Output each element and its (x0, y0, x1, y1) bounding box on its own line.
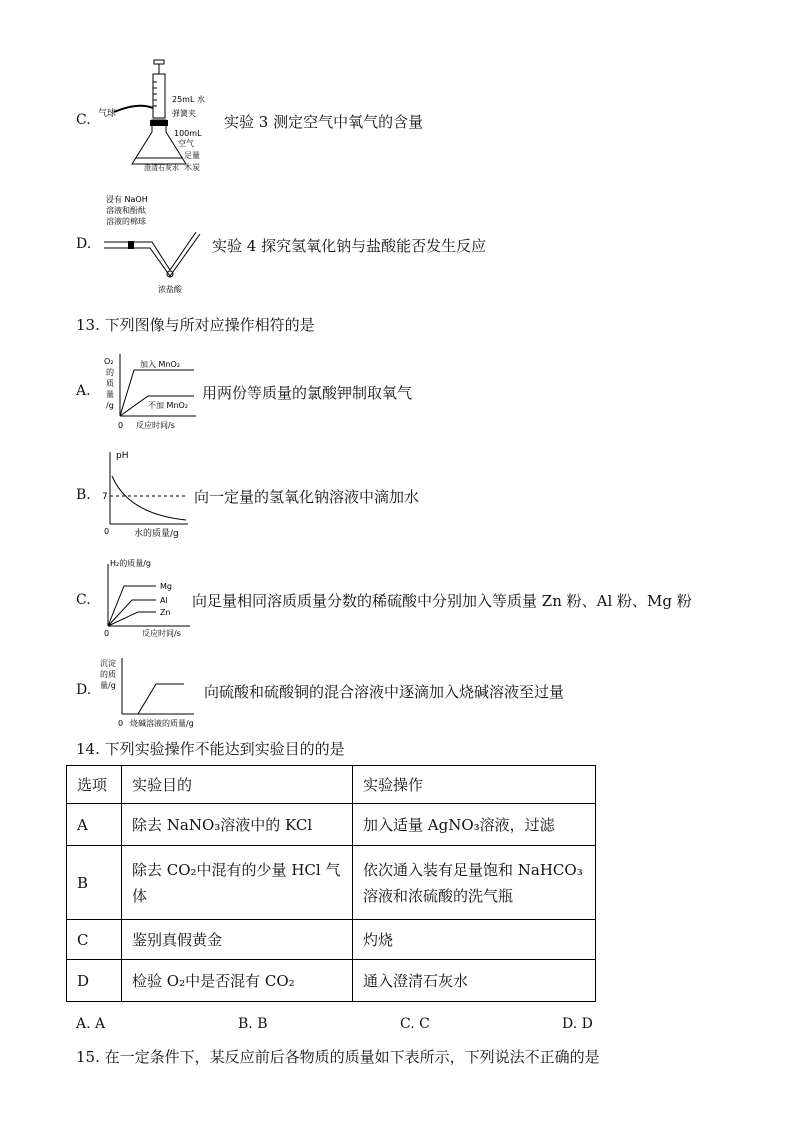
q14-option-a: A. A (76, 1016, 106, 1032)
xlabel: 烧碱溶液的质量/g (130, 719, 194, 728)
q13-a-graph (98, 348, 200, 432)
origin-label: 0 (118, 719, 124, 728)
cell-operation: 依次通入装有足量饱和 NaHCO₃溶液和浓硫酸的洗气瓶 (353, 846, 596, 920)
table-row (67, 846, 596, 920)
ylabel-line: 沉淀 (100, 659, 116, 668)
table-row (67, 920, 596, 960)
cell-option: B (67, 846, 122, 920)
series-line-precipitate (138, 684, 184, 714)
q13-c-description: 向足量相同溶质质量分数的稀硫酸中分别加入等质量 Zn 粉、Al 粉、Mg 粉 (192, 592, 692, 610)
q12-c-apparatus-figure (98, 58, 220, 182)
ylabel: pH (116, 451, 129, 461)
cell-operation: 通入澄清石灰水 (353, 960, 596, 1002)
q14-option-d: D. D (562, 1016, 593, 1032)
q14-table (66, 765, 596, 1002)
label-balloon: 气球 (98, 109, 117, 119)
origin-label: 0 (104, 629, 110, 638)
table-row (67, 960, 596, 1002)
header-cell: 选项 (67, 766, 122, 804)
q12-d-apparatus-figure (100, 192, 210, 296)
q12-c-description: 实验 3 测定空气中氧气的含量 (224, 113, 424, 131)
origin-label: 0 (118, 421, 124, 430)
ylabel-line: /g (106, 401, 114, 410)
cell-goal: 除去 CO₂中混有的少量 HCl 气体 (122, 846, 353, 920)
q12-c-letter: C. (76, 112, 91, 128)
series-line-zn (108, 612, 156, 626)
cell-operation: 灼烧 (353, 920, 596, 960)
q13-b-graph (98, 446, 194, 538)
ylabel-line: O₂ (104, 357, 114, 366)
label-cotton: 溶液的棉球 (106, 217, 146, 226)
ylabel: H₂的质量/g (110, 559, 151, 568)
header-cell: 实验操作 (353, 766, 596, 804)
cell-option: D (67, 960, 122, 1002)
label-charcoal-amount: 足量 (184, 151, 200, 160)
header-cell: 实验目的 (122, 766, 353, 804)
cell-operation: 加入适量 AgNO₃溶液，过滤 (353, 804, 596, 846)
series-line-ph (112, 476, 186, 520)
q15-title: 15. 在一定条件下，某反应前后各物质的质量如下表所示，下列说法不正确的是 (76, 1048, 600, 1066)
q14-option-c: C. C (400, 1016, 430, 1032)
q14-option-b: B. B (238, 1016, 268, 1032)
table-row (67, 804, 596, 846)
xlabel: 反应时间/s (142, 629, 181, 638)
origin-label: 0 (104, 527, 110, 536)
label-air: 空气 (178, 139, 194, 148)
q13-title: 13. 下列图像与所对应操作相符的是 (76, 316, 315, 334)
table-header-row (67, 766, 596, 804)
series-label-al: Al (160, 596, 168, 605)
q13-b-letter: B. (76, 487, 91, 503)
cell-option: A (67, 804, 122, 846)
v-tube-inner (104, 234, 200, 276)
label-clamp: 弹簧夹 (172, 109, 196, 118)
syringe-plunger-top (154, 60, 164, 64)
cell-goal: 检验 O₂中是否混有 CO₂ (122, 960, 353, 1002)
balloon-tube (114, 106, 153, 112)
ylabel-line: 的质 (100, 670, 116, 679)
q12-d-description: 实验 4 探究氢氧化钠与盐酸能否发生反应 (212, 237, 487, 255)
xlabel: 反应时间/s (136, 421, 175, 430)
q13-c-graph (98, 556, 192, 640)
label-naoh: 浸有 NaOH (106, 195, 148, 204)
xlabel: 水的质量/g (134, 529, 179, 538)
label-phenolphthalein: 溶液和酚酞 (106, 206, 146, 215)
label-conc-hcl: 浓盐酸 (158, 285, 182, 294)
series-label-without-mno2: 不加 MnO₂ (148, 401, 189, 410)
q13-a-letter: A. (76, 383, 91, 399)
series-label-with-mno2: 加入 MnO₂ (140, 360, 181, 369)
q12-d-letter: D. (76, 236, 92, 252)
series-label-zn: Zn (160, 608, 171, 617)
cell-option: C (67, 920, 122, 960)
series-line-mg (108, 586, 156, 626)
cell-goal: 除去 NaNO₃溶液中的 KCl (122, 804, 353, 846)
q13-a-description: 用两份等质量的氯酸钾制取氧气 (202, 384, 413, 402)
q13-d-description: 向硫酸和硫酸铜的混合溶液中逐滴加入烧碱溶液至过量 (204, 683, 565, 701)
cell-goal: 鉴别真假黄金 (122, 920, 353, 960)
ylabel-line: 的 (106, 368, 114, 377)
q14-title: 14. 下列实验操作不能达到实验目的的是 (76, 740, 345, 758)
label-water: 25mL 水 (172, 95, 205, 104)
label-air-volume: 100mL (174, 129, 202, 138)
series-label-mg: Mg (160, 582, 172, 591)
ylabel-line: 量 (106, 390, 114, 399)
ref-line-label: 7 (102, 492, 108, 502)
ylabel-line: 质 (106, 379, 114, 388)
label-limewater: 澄清石灰水 (144, 164, 179, 172)
flask-stopper (150, 120, 168, 126)
q13-d-graph (98, 654, 198, 730)
q13-d-letter: D. (76, 682, 92, 698)
syringe-barrel (153, 74, 165, 118)
label-charcoal: 木炭 (184, 163, 200, 172)
cotton-ball (128, 241, 134, 249)
v-tube-outer (104, 232, 196, 270)
ylabel-line: 量/g (100, 681, 116, 690)
q13-c-letter: C. (76, 592, 91, 608)
q13-b-description: 向一定量的氢氧化钠溶液中滴加水 (194, 488, 420, 506)
